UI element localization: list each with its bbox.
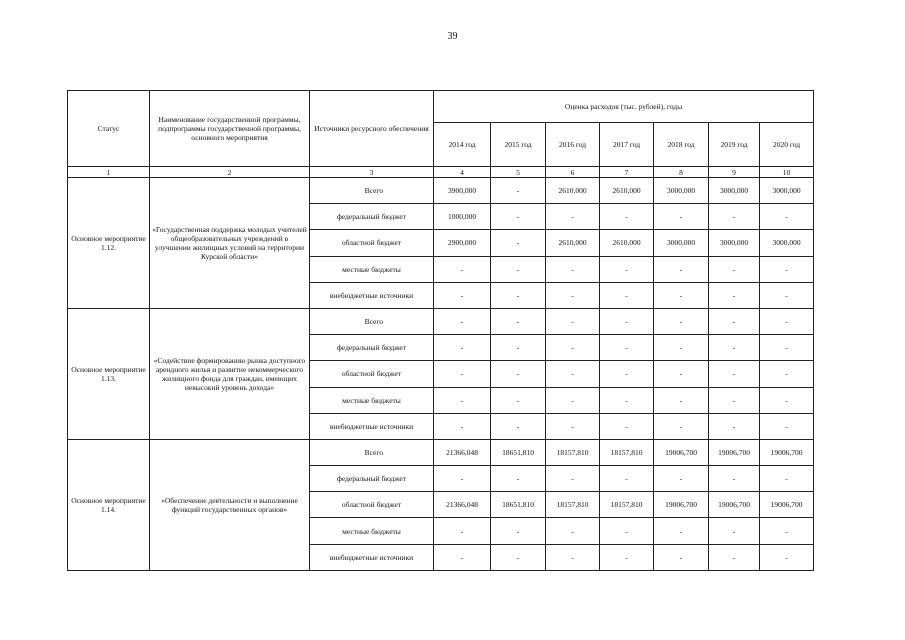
amount-cell: - [709,361,760,387]
amount-cell: - [654,308,709,334]
amount-cell: - [600,544,654,570]
funding-source-cell: местные бюджеты [310,256,434,282]
amount-cell: - [546,413,600,439]
amount-cell: - [434,256,491,282]
estimate-header: Оценка расходов (тыс. рублей), годы [434,91,814,123]
name-header: Наименование государственной программы, подпрограммы государственной программы, основного мероприятия [150,91,310,167]
table-row [68,178,814,204]
amount-cell: - [709,308,760,334]
amount-cell: - [491,361,546,387]
amount-cell: - [600,204,654,230]
amount-cell: 19006,700 [654,439,709,465]
amount-cell: - [546,335,600,361]
amount-cell: - [491,335,546,361]
amount-cell: - [434,361,491,387]
amount-cell: 19006,700 [654,492,709,518]
program-name-cell: «Обеспечение деятельности и выполнение функций государственных органов» [150,439,310,570]
amount-cell: - [760,308,814,334]
amount-cell: - [760,466,814,492]
amount-cell: - [434,518,491,544]
amount-cell: - [491,308,546,334]
year-header: 2020 год [760,123,814,167]
program-name-cell: «Государственная поддержка молодых учителей общеобразовательных учреждений в улучшении жилищных условий на территории Курской области» [150,178,310,309]
amount-cell: 19006,700 [709,492,760,518]
amount-cell: - [760,361,814,387]
column-number: 9 [709,167,760,178]
amount-cell: - [434,335,491,361]
funding-source-cell: Всего [310,178,434,204]
sources-header: Источники ресурсного обеспечения [310,91,434,167]
column-number: 8 [654,167,709,178]
amount-cell: - [654,466,709,492]
funding-source-cell: местные бюджеты [310,518,434,544]
amount-cell: - [760,204,814,230]
amount-cell: - [654,204,709,230]
column-number: 4 [434,167,491,178]
status-cell: Основное мероприятие 1.12. [68,178,150,309]
funding-source-cell: Всего [310,439,434,465]
amount-cell: - [434,544,491,570]
amount-cell: - [600,466,654,492]
amount-cell: 19006,700 [760,492,814,518]
amount-cell: - [600,413,654,439]
amount-cell: - [491,518,546,544]
amount-cell: - [600,335,654,361]
amount-cell: - [760,413,814,439]
amount-cell: - [709,387,760,413]
amount-cell: - [760,387,814,413]
amount-cell: - [546,544,600,570]
amount-cell: - [760,335,814,361]
funding-source-cell: федеральный бюджет [310,204,434,230]
amount-cell: - [654,544,709,570]
amount-cell: - [600,282,654,308]
amount-cell: 3000,000 [760,178,814,204]
amount-cell: - [600,518,654,544]
amount-cell: 3900,000 [434,178,491,204]
column-number: 3 [310,167,434,178]
amount-cell: - [760,256,814,282]
column-number: 7 [600,167,654,178]
amount-cell: 3000,000 [654,178,709,204]
table-row [68,308,814,334]
funding-source-cell: областной бюджет [310,230,434,256]
amount-cell: - [600,387,654,413]
amount-cell: - [654,282,709,308]
amount-cell: 2900,000 [434,230,491,256]
amount-cell: - [654,413,709,439]
amount-cell: - [709,256,760,282]
amount-cell: - [654,361,709,387]
amount-cell: 2610,000 [600,178,654,204]
funding-source-cell: федеральный бюджет [310,335,434,361]
column-number: 2 [150,167,310,178]
amount-cell: - [434,413,491,439]
funding-source-cell: областной бюджет [310,492,434,518]
amount-cell: - [491,230,546,256]
amount-cell: 18157,810 [600,492,654,518]
budget-table [67,90,814,571]
amount-cell: 3000,000 [760,230,814,256]
amount-cell: - [600,308,654,334]
amount-cell: - [546,518,600,544]
amount-cell: - [709,282,760,308]
amount-cell: 19006,700 [760,439,814,465]
amount-cell: 18157,810 [546,492,600,518]
amount-cell: - [434,466,491,492]
year-header: 2017 год [600,123,654,167]
amount-cell: - [434,282,491,308]
status-cell: Основное мероприятие 1.14. [68,439,150,570]
column-number: 6 [546,167,600,178]
amount-cell: - [546,361,600,387]
amount-cell: - [600,361,654,387]
amount-cell: - [491,282,546,308]
funding-source-cell: Всего [310,308,434,334]
funding-source-cell: областной бюджет [310,361,434,387]
funding-source-cell: федеральный бюджет [310,466,434,492]
amount-cell: - [709,413,760,439]
amount-cell: 18157,810 [600,439,654,465]
funding-source-cell: местные бюджеты [310,387,434,413]
program-name-cell: «Содействие формированию рынка доступного арендного жилья и развитие некоммерческого жилищного фонда для граждан, имеющих невысокий уровень дохода» [150,308,310,439]
amount-cell: 1000,000 [434,204,491,230]
year-header: 2016 год [546,123,600,167]
amount-cell: - [546,387,600,413]
amount-cell: - [546,282,600,308]
status-cell: Основное мероприятие 1.13. [68,308,150,439]
amount-cell: 18157,810 [546,439,600,465]
amount-cell: - [709,544,760,570]
table-body [68,178,814,571]
amount-cell: 18651,810 [491,439,546,465]
amount-cell: 2610,000 [600,230,654,256]
amount-cell: 18651,810 [491,492,546,518]
column-number: 10 [760,167,814,178]
year-header: 2018 год [654,123,709,167]
amount-cell: 3000,000 [654,230,709,256]
amount-cell: - [546,204,600,230]
amount-cell: - [654,335,709,361]
amount-cell: - [491,466,546,492]
amount-cell: 21366,048 [434,439,491,465]
year-header: 2014 год [434,123,491,167]
amount-cell: - [760,544,814,570]
amount-cell: 3000,000 [709,178,760,204]
amount-cell: 19006,700 [709,439,760,465]
amount-cell: - [491,413,546,439]
amount-cell: 2610,000 [546,178,600,204]
funding-source-cell: внебюджетные источники [310,282,434,308]
amount-cell: - [546,308,600,334]
amount-cell: - [491,387,546,413]
amount-cell: - [709,335,760,361]
column-number: 1 [68,167,150,178]
amount-cell: - [654,256,709,282]
amount-cell: - [491,544,546,570]
year-header: 2015 год [491,123,546,167]
table-row [68,439,814,465]
amount-cell: 2610,000 [546,230,600,256]
year-header: 2019 год [709,123,760,167]
column-number: 5 [491,167,546,178]
amount-cell: - [434,308,491,334]
amount-cell: - [491,178,546,204]
amount-cell: - [654,387,709,413]
amount-cell: - [546,466,600,492]
amount-cell: - [709,466,760,492]
amount-cell: - [709,518,760,544]
amount-cell: 21366,048 [434,492,491,518]
amount-cell: 3000,000 [709,230,760,256]
amount-cell: - [760,518,814,544]
amount-cell: - [760,282,814,308]
amount-cell: - [491,204,546,230]
amount-cell: - [434,387,491,413]
amount-cell: - [600,256,654,282]
amount-cell: - [546,256,600,282]
page-number: 39 [447,31,458,42]
amount-cell: - [491,256,546,282]
amount-cell: - [709,204,760,230]
status-header: Статус [68,91,150,167]
amount-cell: - [654,518,709,544]
funding-source-cell: внебюджетные источники [310,544,434,570]
funding-source-cell: внебюджетные источники [310,413,434,439]
